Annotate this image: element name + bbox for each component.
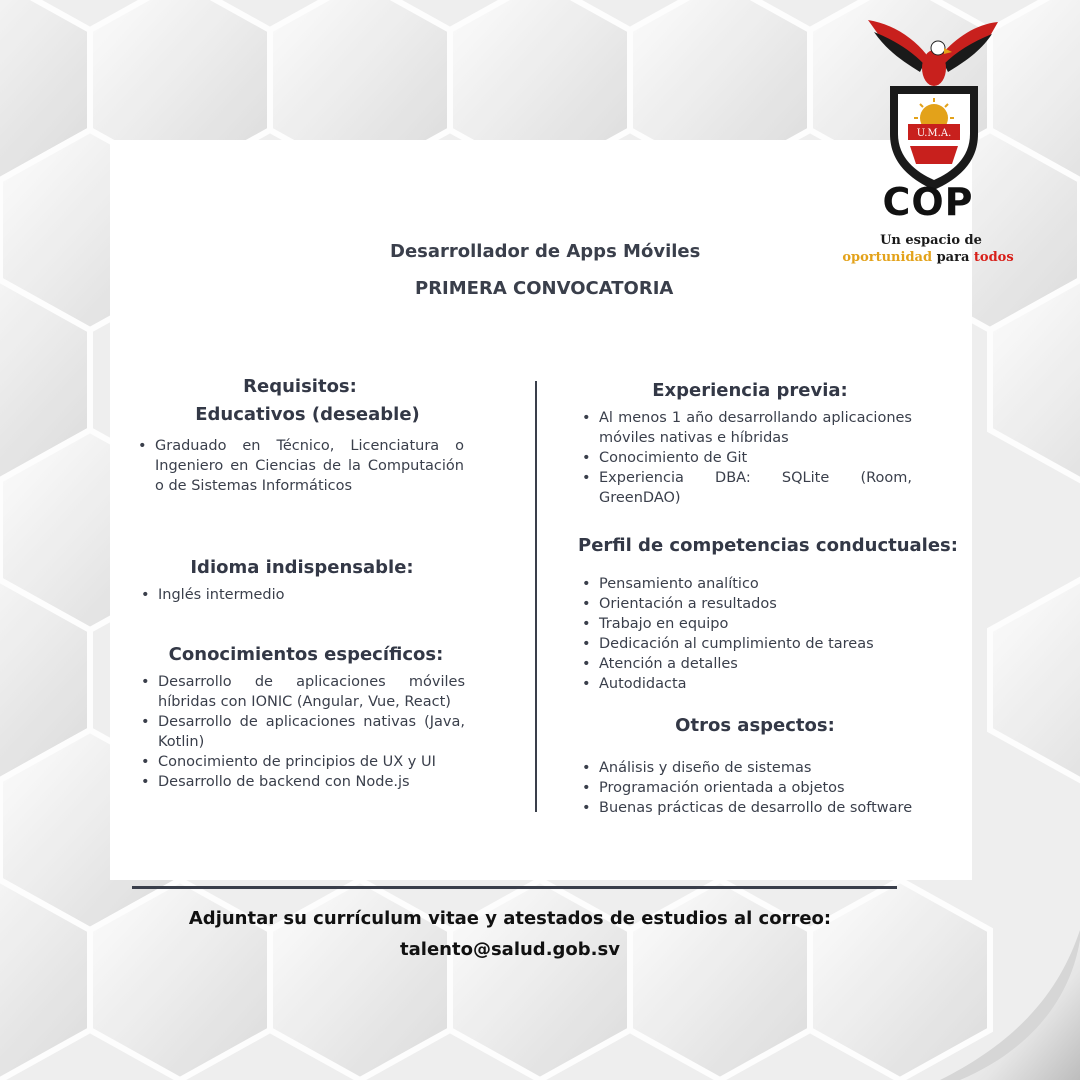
- list-item: • Pensamiento analítico: [582, 574, 942, 594]
- list-item: • Análisis y diseño de sistemas: [582, 758, 952, 778]
- tagline-word-para: para: [936, 250, 970, 265]
- column-divider: [535, 381, 537, 812]
- list-item: • Desarrollo de aplicaciones nativas (Java, Kotlin): [141, 712, 465, 752]
- tagline-word-oportunidad: oportunidad: [842, 250, 933, 265]
- job-title: Desarrollador de Apps Móviles: [390, 241, 701, 262]
- educativos-list: [138, 436, 464, 496]
- educativos-heading: Educativos (deseable): [195, 404, 420, 425]
- contact-email: talento@salud.gob.sv: [400, 939, 620, 960]
- call-title: PRIMERA CONVOCATORIA: [415, 278, 674, 299]
- conocimientos-heading: Conocimientos específicos:: [168, 644, 444, 665]
- list-item: • Graduado en Técnico, Licenciatura o Ingeniero en Ciencias de la Computación o de Sistemas Informáticos: [138, 436, 464, 496]
- list-item: • Conocimiento de Git: [582, 448, 912, 468]
- footer-note: [120, 903, 900, 965]
- experiencia-heading: Experiencia previa:: [652, 380, 848, 401]
- list-item: • Experiencia DBA: SQLite (Room, GreenDAO): [582, 468, 912, 508]
- cop-wordmark: COP: [882, 180, 974, 224]
- list-item: • Desarrollo de aplicaciones móviles híbridas con IONIC (Angular, Vue, React): [141, 672, 465, 712]
- experiencia-list: [582, 408, 912, 508]
- idioma-heading: Idioma indispensable:: [190, 557, 414, 578]
- list-item: • Programación orientada a objetos: [582, 778, 952, 798]
- conocimientos-list: [141, 672, 465, 792]
- list-item: • Trabajo en equipo: [582, 614, 942, 634]
- list-item: • Buenas prácticas de desarrollo de software: [582, 798, 952, 818]
- list-item: • Desarrollo de backend con Node.js: [141, 772, 465, 792]
- list-item: • Inglés intermedio: [141, 585, 461, 605]
- list-item: • Orientación a resultados: [582, 594, 942, 614]
- page-curl-decoration: [940, 930, 1080, 1080]
- list-item: • Atención a detalles: [582, 654, 942, 674]
- footer-instruction: Adjuntar su currículum vitae y atestados de estudios al correo:: [188, 908, 832, 929]
- otros-heading: Otros aspectos:: [675, 715, 835, 736]
- perfil-heading: Perfil de competencias conductuales:: [578, 535, 958, 556]
- footer-divider: [132, 886, 897, 889]
- svg-text:U.M.A.: U.M.A.: [916, 128, 952, 139]
- idioma-list: [141, 585, 461, 605]
- tagline-word-todos: todos: [973, 250, 1014, 265]
- list-item: • Conocimiento de principios de UX y UI: [141, 752, 465, 772]
- otros-list: [582, 758, 952, 818]
- requisitos-heading: Requisitos:: [243, 376, 357, 397]
- tagline-line1: Un espacio de: [880, 233, 982, 248]
- list-item: • Dedicación al cumplimiento de tareas: [582, 634, 942, 654]
- list-item: • Autodidacta: [582, 674, 942, 694]
- perfil-list: [582, 574, 942, 694]
- tagline-line2: [838, 250, 1018, 265]
- list-item: • Al menos 1 año desarrollando aplicaciones móviles nativas e híbridas: [582, 408, 912, 448]
